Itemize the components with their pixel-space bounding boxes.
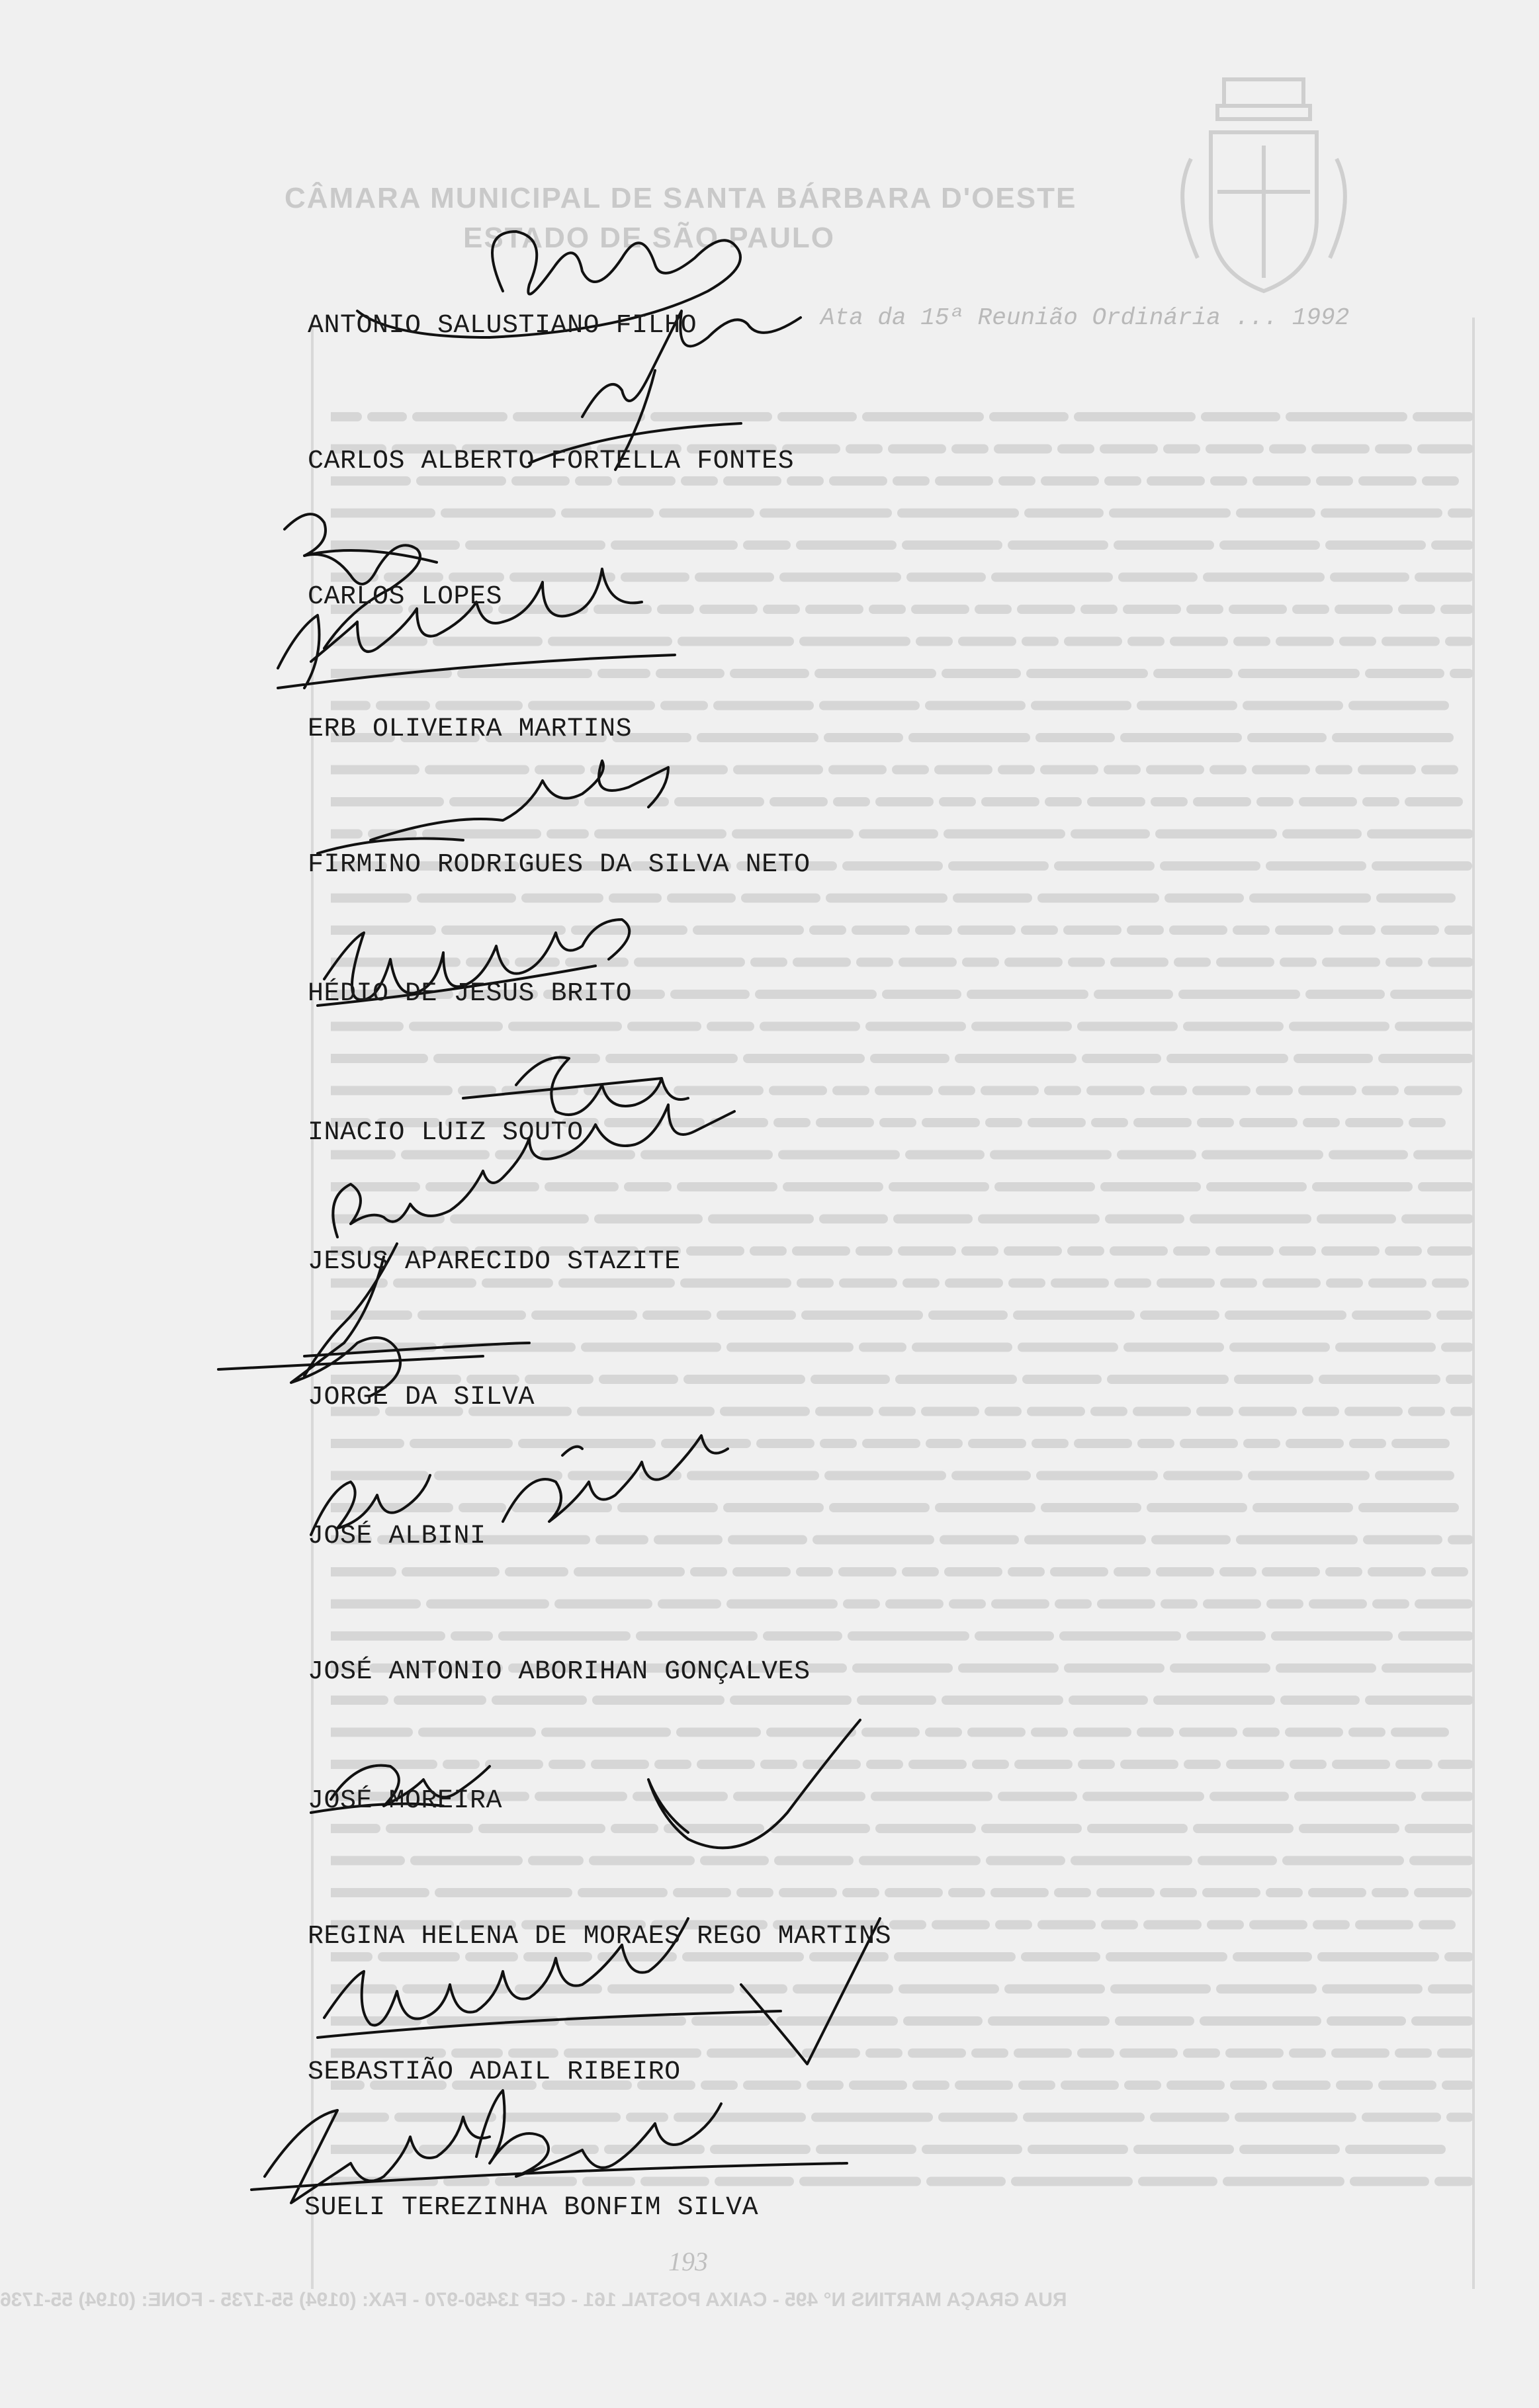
signature-jose-albini <box>311 1436 728 1535</box>
signatory-name: ERB OLIVEIRA MARTINS <box>308 714 633 744</box>
signatory-name: CARLOS LOPES <box>308 582 503 612</box>
signatory-name: FIRMINO RODRIGUES DA SILVA NETO <box>308 850 811 880</box>
signatory-name: HÉDIO DE JESUS BRITO <box>308 979 633 1009</box>
minutes-title: Ata da 15ª Reunião Ordinária ... 1992 <box>820 304 1350 331</box>
signatory-name: JOSÉ MOREIRA <box>308 1786 503 1816</box>
signature-inacio-luiz-souto <box>463 1057 688 1115</box>
signatory-name: CARLOS ALBERTO FORTELLA FONTES <box>308 447 795 476</box>
signatory-name: JESUS APARECIDO STAZITE <box>308 1247 681 1277</box>
signature-regina-helena <box>648 1720 860 1848</box>
footer-address: RUA GRAÇA MARTINS N° 495 - CAIXA POSTAL 161 - CEP 13450-970 - FAX: (0194) 55-1735 - FONE: (0194) 55-1736 <box>0 2289 1067 2311</box>
signatory-name: ANTONIO SALUSTIANO FILHO <box>308 311 697 341</box>
signature-firmino-rodrigues-da-silva-neto <box>318 761 668 853</box>
signatory-name: SUELI TEREZINHA BONFIM SILVA <box>304 2193 759 2223</box>
page-number: 193 <box>668 2247 708 2276</box>
letterhead-title: CÂMARA MUNICIPAL DE SANTA BÁRBARA D'OESTE <box>285 182 1077 214</box>
signatory-name: JOSÉ ANTONIO ABORIHAN GONÇALVES <box>308 1657 811 1687</box>
signature-sueli-terezinha-bonfim-silva <box>251 2090 847 2203</box>
signatory-name: JOSÉ ALBINI <box>308 1522 486 1551</box>
signature-jorge-da-silva <box>218 1257 529 1396</box>
signature-carlos-lopes <box>285 514 437 648</box>
signatory-name: REGINA HELENA DE MORAES REGO MARTINS <box>308 1922 892 1952</box>
signatory-name: JORGE DA SILVA <box>308 1383 535 1412</box>
letterhead-subtitle: ESTADO DE SÃO PAULO <box>463 222 835 254</box>
signatory-name: INACIO LUIZ SOUTO <box>308 1118 584 1148</box>
signatory-name: SEBASTIÃO ADAIL RIBEIRO <box>308 2057 681 2087</box>
